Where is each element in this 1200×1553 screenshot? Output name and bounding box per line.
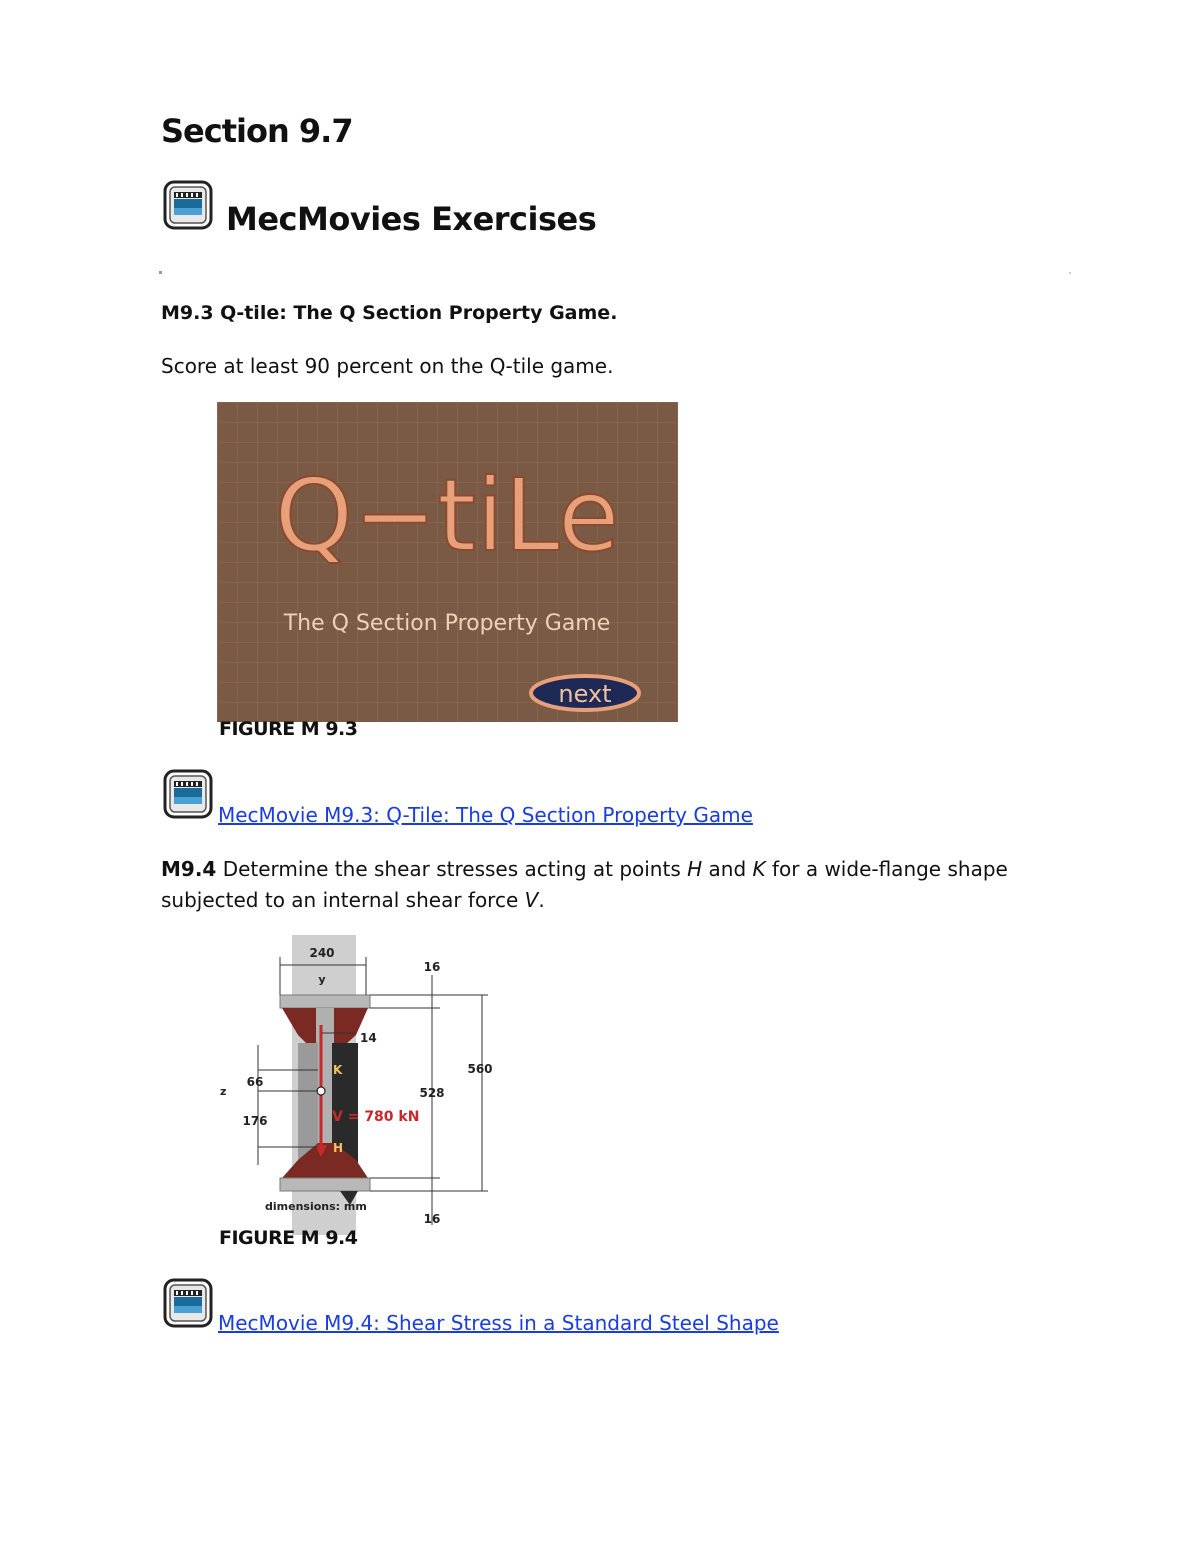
movie-clapper-icon xyxy=(163,769,213,819)
divider-mark-left xyxy=(159,271,162,274)
dim-web-height: 528 xyxy=(419,1086,445,1100)
shear-force-label: V = 780 kN xyxy=(332,1109,420,1125)
qtile-next-label: next xyxy=(558,680,612,708)
mecmovie-m94-link[interactable]: MecMovie M9.4: Shear Stress in a Standard Steel Shape xyxy=(218,1311,779,1335)
dim-bottom-flange: 16 xyxy=(423,1212,441,1226)
dim-flange-width: 240 xyxy=(309,946,335,960)
exercise-m94-text-part: . xyxy=(538,888,545,912)
dim-total-height: 560 xyxy=(467,1062,493,1076)
exercise-m94-text-part: and xyxy=(702,857,753,881)
axis-y-label: y xyxy=(318,973,326,986)
movie-clapper-icon xyxy=(163,180,213,230)
dim-top-flange: 16 xyxy=(423,960,441,974)
section-title: Section 9.7 xyxy=(161,112,353,150)
exercises-heading: MecMovies Exercises xyxy=(226,200,597,238)
exercise-m93-label: M9.3 Q‐tile: The Q Section Property Game. xyxy=(161,302,618,324)
dim-k-offset: 66 xyxy=(246,1075,264,1089)
exercise-m94-label: M9.4 xyxy=(161,857,217,881)
point-h-label: H xyxy=(333,1141,344,1155)
movie-clapper-icon xyxy=(163,1278,213,1328)
figure-caption-m93: FIGURE M 9.3 xyxy=(219,718,358,740)
bottom-flange xyxy=(280,1178,370,1191)
wide-flange-diagram xyxy=(210,935,510,1235)
centroid-marker xyxy=(317,1087,325,1095)
figure-caption-m94: FIGURE M 9.4 xyxy=(219,1227,358,1249)
mecmovie-m93-link[interactable]: MecMovie M9.3: Q-Tile: The Q Section Property Game xyxy=(218,803,753,827)
point-k-ref: K xyxy=(752,857,766,881)
dim-web-thickness: 14 xyxy=(360,1031,377,1045)
exercise-m94-text xyxy=(161,854,1061,916)
divider-mark-right xyxy=(1069,272,1071,274)
dim-h-offset: 176 xyxy=(242,1114,268,1128)
point-k-label: K xyxy=(333,1063,343,1077)
axis-z-label: z xyxy=(220,1085,227,1098)
qtile-subtitle: The Q Section Property Game xyxy=(283,611,611,636)
exercise-m94-text-part: for a wide‐flange shape subjected to an internal shear force xyxy=(161,857,1008,912)
qtile-game-screenshot xyxy=(217,402,678,722)
exercise-m94-text-part: Determine the shear stresses acting at points xyxy=(216,857,688,881)
force-v-ref: V xyxy=(524,888,539,912)
point-h-ref: H xyxy=(687,857,703,881)
exercise-m93-text: Score at least 90 percent on the Q‐tile game. xyxy=(161,354,614,378)
qtile-title: Q−tiLe xyxy=(274,457,620,574)
units-label: dimensions: mm xyxy=(265,1200,367,1213)
top-flange xyxy=(280,995,370,1008)
